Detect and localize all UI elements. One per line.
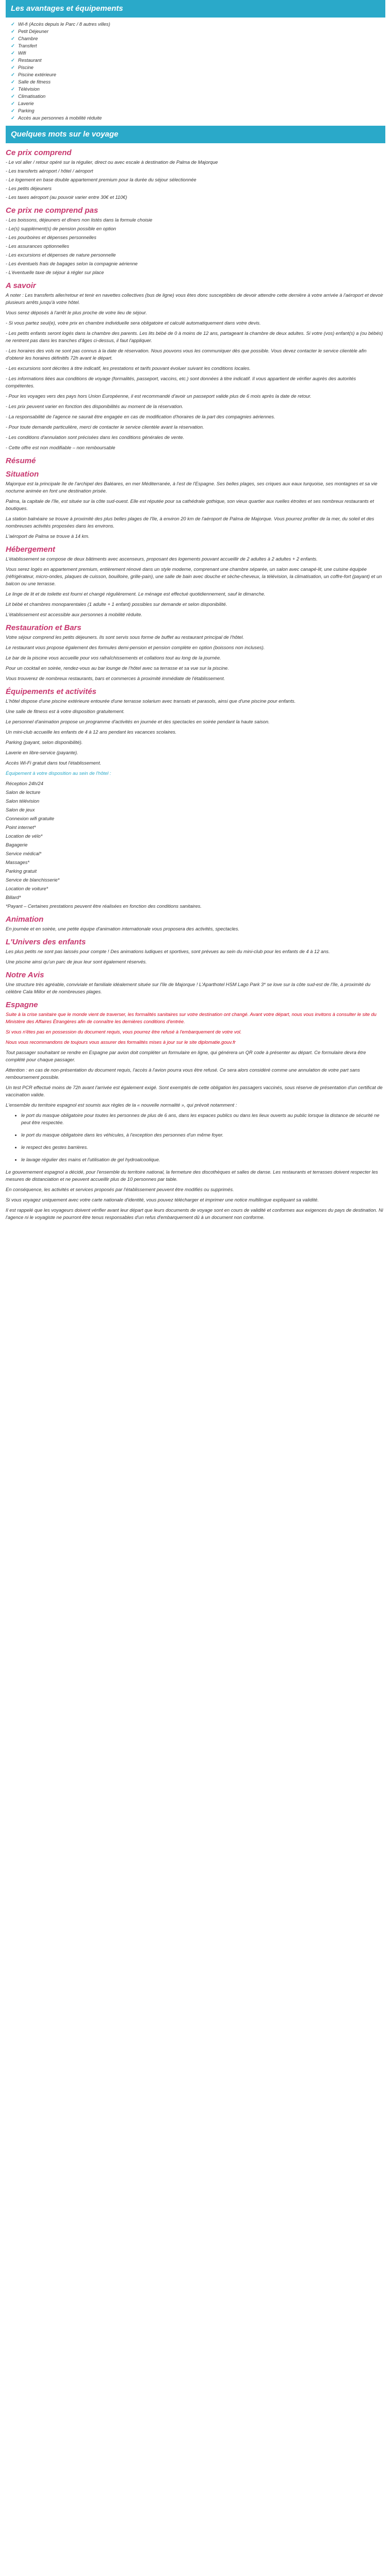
excluded-item: - L'éventuelle taxe de séjour à régler sur place xyxy=(6,270,104,275)
situation-heading: Situation xyxy=(6,470,39,479)
service-item: Salon télévision xyxy=(6,799,40,804)
rules-list xyxy=(16,1112,385,1163)
spain-paragraph: Tout passager souhaitant se rendre en Espagne par avion doit compléter un formulaire en ligne, qui générera un QR code à présenter au départ. Ce formulaire devra être complété pour chaque passager. xyxy=(6,1050,366,1062)
closing-paragraph: En conséquence, les activités et services proposés par l'établissement peuvent être modifiés ou supprimés. xyxy=(6,1187,234,1192)
services-list xyxy=(6,780,385,910)
universe-heading: L'Univers des enfants xyxy=(6,938,86,946)
excluded-item: - Les assurances optionnelles xyxy=(6,244,69,249)
notavis-paragraph: Une structure très agréable, conviviale et familiale idéalement située sur l'île de Majorque ! L'Aparthotel HSM Lago Park 3* se love sur la côte sud-est de l'île, à proximité du célèbre Cala Millor et de nombreuses plages. xyxy=(6,982,371,994)
rule-item: • le respect des gestes barrières. xyxy=(21,1144,385,1151)
amenity-item: ✓ Accès aux personnes à mobilité réduite xyxy=(11,114,385,122)
excluded-item: - Les pourboires et dépenses personnelles xyxy=(6,235,96,240)
restaurant-heading: Restauration et Bars xyxy=(6,623,82,632)
know-paragraph: - Cette offre est non modifiable – non remboursable xyxy=(6,445,116,450)
amenity-item: ✓ Restaurant xyxy=(11,57,385,64)
excluded-item: - Le(s) supplément(s) de pension possible en option xyxy=(6,226,116,231)
service-item: Service médical* xyxy=(6,851,42,856)
anim-heading: Animation xyxy=(6,915,44,924)
restaurant-paragraph: Pour un cocktail en soirée, rendez-vous au bar lounge de l'hôtel avec sa terrasse et sa vue sur la piscine. xyxy=(6,666,229,671)
rule-item: • le port du masque obligatoire pour toutes les personnes de plus de 6 ans, dans les espaces publics ou dans les lieux ouverts au public lorsque la distance de sécurité ne peut être respectée. xyxy=(21,1112,385,1126)
amenities-list xyxy=(11,21,385,122)
amenity-item: ✓ Transfert xyxy=(11,42,385,49)
equipment-paragraph: Un mini-club accueille les enfants de 4 à 12 ans pendant les vacances scolaires. xyxy=(6,730,177,735)
spain-paragraph: Si vous n'êtes pas en possession du document requis, vous pourrez être refusé à l'embarquement de votre vol. xyxy=(6,1029,242,1035)
amenity-item: ✓ Laverie xyxy=(11,100,385,107)
equipment-paragraph: Laverie en libre-service (payante). xyxy=(6,750,78,755)
housing-paragraph: Le linge de lit et de toilette est fourni et changé régulièrement. Le ménage est effectué quotidiennement, sauf le dimanche. xyxy=(6,591,266,597)
amenity-item: ✓ Climatisation xyxy=(11,93,385,100)
know-paragraph: A noter : Les transferts aller/retour et tenir en navettes collectives (bus de ligne) vous êtes donc susceptibles de devoir attendre cette dernière à votre arrivée à l'aéroport et devoir plusieurs arrêts jusqu'à votre hôtel. xyxy=(6,293,383,305)
know-paragraph: - La responsabilité de l'agence ne saurait être engagée en cas de modification d'horaires de la part des compagnies aériennes. xyxy=(6,414,275,419)
know-paragraph: - Les conditions d'annulation sont précisées dans les conditions générales de vente. xyxy=(6,435,184,440)
spain-paragraph: Suite à la crise sanitaire que le monde vient de traverser, les formalités sanitaires sur votre destination ont changé. Avant votre départ, nous vous invitons à consulter le site du Ministère des Affaires Étrangères afin de connaître les dernières conditions d'entrée. xyxy=(6,1012,377,1024)
amenity-item: ✓ Piscine xyxy=(11,64,385,71)
situation-paragraph: Majorque est la principale île de l'archipel des Baléares, en mer Méditerranée, à l'est de l'Espagne. Ses belles plages, ses criques aux eaux turquoise, ses montagnes et sa vie nocturne animée en font une destination prisée. xyxy=(6,481,378,494)
rule-item: • le lavage régulier des mains et l'utilisation de gel hydroalcoolique. xyxy=(21,1156,385,1163)
housing-paragraph: L'établissement se compose de deux bâtiments avec ascenseurs, proposant des logements pouvant accueillir de 2 adultes à 2 adultes + 2 enfants. xyxy=(6,556,318,562)
amenities-banner: Les avantages et équipements xyxy=(6,0,385,18)
know-paragraph: - Les informations liées aux conditions de voyage (formalités, passeport, vaccins, etc.) sont données à titre indicatif. Il vous appartient de vérifier auprès des autorités compétentes. xyxy=(6,376,356,388)
know-paragraph: - Les horaires des vols ne sont pas connus à la date de réservation. Nous pouvons vous les communiquer dès que possible. Vous devez contacter le service clientèle afin d'obtenir les horaires définitifs 72h avant le départ. xyxy=(6,348,367,361)
service-item: Location de vélo* xyxy=(6,834,43,839)
equipment-paragraph: Parking (payant, selon disponibilité). xyxy=(6,740,83,745)
service-item: Billard* xyxy=(6,895,21,900)
equipment-paragraph: Accès Wi-Fi gratuit dans tout l'établissement. xyxy=(6,760,102,766)
know-paragraph: - Les excursions sont décrites à titre indicatif, les prestations et tarifs pouvant évoluer suivant les conditions locales. xyxy=(6,366,251,371)
amenity-item: ✓ Salle de fitness xyxy=(11,78,385,86)
included-heading: Ce prix comprend xyxy=(6,148,72,157)
spain-paragraph: L'ensemble du territoire espagnol est soumis aux règles de la « nouvelle normalité », qui prévoit notamment : xyxy=(6,1103,237,1108)
service-item: Point internet* xyxy=(6,825,36,830)
amenity-item: ✓ Télévision xyxy=(11,86,385,93)
restaurant-paragraph: Le bar de la piscine vous accueille pour vos rafraîchissements et collations tout au long de la journée. xyxy=(6,655,221,660)
amenity-item: ✓ Wifi xyxy=(11,49,385,57)
spain-paragraph: Nous vous recommandons de toujours vous assurer des formalités mises à jour sur le site diplomatie.gouv.fr xyxy=(6,1040,236,1045)
housing-paragraph: L'établissement est accessible aux personnes à mobilité réduite. xyxy=(6,612,142,617)
know-heading: A savoir xyxy=(6,281,36,290)
notavis-heading: Notre Avis xyxy=(6,971,44,979)
included-item: - Le logement en base double appartement premium pour la durée du séjour sélectionnée xyxy=(6,177,197,182)
equipment-paragraph: L'hôtel dispose d'une piscine extérieure entourée d'une terrasse solarium avec transats et parasols, ainsi que d'une piscine pour enfants. xyxy=(6,699,296,704)
included-item: - Les taxes aéroport (au pouvoir varier entre 30€ et 110€) xyxy=(6,195,127,200)
restaurant-paragraph: Vous trouverez de nombreux restaurants, bars et commerces à proximité immédiate de l'établissement. xyxy=(6,676,225,681)
situation-paragraph: L'aéroport de Palma se trouve à 14 km. xyxy=(6,534,90,539)
equipment-heading: Équipements et activités xyxy=(6,687,96,696)
amenity-item: ✓ Wi-fi (Accès depuis le Parc / 8 autres villes) xyxy=(11,21,385,28)
included-item: - Les transferts aéroport / hôtel / aéroport xyxy=(6,168,93,174)
excluded-list xyxy=(6,216,385,276)
amenity-item: ✓ Piscine extérieure xyxy=(11,71,385,78)
service-item: Salon de jeux xyxy=(6,807,35,812)
amenity-item: ✓ Chambre xyxy=(11,35,385,42)
situation-paragraph: La station balnéaire se trouve à proximité des plus belles plages de l'île, à environ 20 km de l'aéroport de Palma de Majorque. Vous pourrez profiter de la mer, du soleil et des nombreuses activités proposées dans les environs. xyxy=(6,516,374,529)
housing-paragraph: Lit bébé et chambres monoparentales (1 adulte + 1 enfant) possibles sur demande et selon disponibilité. xyxy=(6,602,227,607)
housing-paragraph: Vous serez logés en appartement premium, entièrement rénové dans un style moderne, comprenant une chambre séparée, un salon avec canapé-lit, une cuisine équipée (réfrigérateur, micro-ondes, plaques de cuisson, bouilloire, grille-pain), une salle de bain avec douche et sèche-cheveux, la télévision, la climatisation, un coffre-fort (payant) et un balcon ou une terrasse. xyxy=(6,567,382,586)
know-block xyxy=(6,292,385,451)
excluded-item: - Les éventuels frais de bagages selon la compagnie aérienne xyxy=(6,261,138,266)
service-item: Location de voiture* xyxy=(6,886,48,891)
closing-paragraph: Le gouvernement espagnol a décidé, pour l'ensemble du territoire national, la fermeture des discothèques et salles de danse. Les restaurants et terrasses doivent respecter les mesures de distanciation et ne peuvent accueillir plus de 10 personnes par table. xyxy=(6,1170,378,1182)
know-paragraph: - Pour les voyages vers des pays hors Union Européenne, il est recommandé d'avoir un passeport valide plus de 6 mois après la date de retour. xyxy=(6,394,312,399)
spain-heading: Espagne xyxy=(6,1001,38,1009)
details-banner: Quelques mots sur le voyage xyxy=(6,126,385,143)
closing-paragraph: Si vous voyagez uniquement avec votre carte nationale d'identité, vous pouvez télécharger et imprimer une notice multilingue expliquant sa validité. xyxy=(6,1197,319,1202)
service-footnote: *Payant – Certaines prestations peuvent être réalisées en fonction des conditions sanitaires. xyxy=(6,904,202,909)
service-item: Service de blanchisserie* xyxy=(6,877,60,883)
know-paragraph: - Les petits enfants seront logés dans la chambre des parents. Les lits bébé de 0 à moins de 12 ans, partageant la chambre de deux adultes. Si votre (vos) enfant(s) a (ou bébés) ne rentrent pas dans les tranches d'âges ci-dessus, il faut l'appliquer. xyxy=(6,331,383,343)
service-item: Parking gratuit xyxy=(6,869,37,874)
excluded-item: - Les excursions et dépenses de nature personnelle xyxy=(6,252,116,258)
know-paragraph: - Si vous partez seul(e), votre prix en chambre individuelle sera obligatoire et calculé automatiquement dans votre devis. xyxy=(6,320,261,326)
equipment-paragraph: Le personnel d'animation propose un programme d'activités en journée et des spectacles en soirée pendant la haute saison. xyxy=(6,719,270,724)
excluded-item: - Les boissons, déjeuners et dîners non listés dans la formule choisie xyxy=(6,217,153,223)
restaurant-paragraph: Votre séjour comprend les petits déjeuners. Ils sont servis sous forme de buffet au restaurant principal de l'hôtel. xyxy=(6,635,244,640)
equipment-paragraph: Une salle de fitness est à votre disposition gratuitement. xyxy=(6,709,125,714)
rule-item: • le port du masque obligatoire dans les véhicules, à l'exception des personnes d'un même foyer. xyxy=(21,1131,385,1139)
housing-heading: Hébergement xyxy=(6,545,55,554)
service-item: Massages* xyxy=(6,860,29,865)
services-heading: Équipement à votre disposition au sein de l'hôtel : xyxy=(6,771,111,776)
amenity-item: ✓ Parking xyxy=(11,107,385,114)
universe-paragraph: Les plus petits ne sont pas laissés pour compte ! Des animations ludiques et sportives, sont prévues au sein du mini-club pour les enfants de 4 à 12 ans. xyxy=(6,949,330,954)
included-item: - Le vol aller / retour opéré sur la régulier, direct ou avec escale à destination de Palma de Majorque xyxy=(6,160,218,165)
closing-paragraph: Il est rappelé que les voyageurs doivent vérifier avant leur départ que leurs documents de voyage sont en cours de validité et conformes aux exigences du pays de destination. Ni l'agence ni le voyagiste ne pourront être tenus responsables d'un refus d'embarquement dû à un document non conforme. xyxy=(6,1208,383,1220)
situation-paragraph: Palma, la capitale de l'île, est située sur la côte sud-ouest. Elle est réputée pour sa cathédrale gothique, son vieux quartier aux ruelles étroites et ses nombreux restaurants et boutiques. xyxy=(6,499,374,511)
included-list xyxy=(6,159,385,201)
spain-paragraph: Attention : en cas de non-présentation du document requis, l'accès à l'avion pourra vous être refusé. Ce sera alors considéré comme une annulation de votre part sans remboursement possible. xyxy=(6,1067,360,1080)
service-item: Connexion wifi gratuite xyxy=(6,816,55,821)
service-item: Salon de lecture xyxy=(6,790,41,795)
anim-paragraph: En journée et en soirée, une petite équipe d'animation internationale vous proposera des activités, spectacles. xyxy=(6,926,239,931)
know-paragraph: Vous serez déposés à l'arrêt le plus proche de votre lieu de séjour. xyxy=(6,310,147,315)
summary-heading: Résumé xyxy=(6,456,36,465)
spain-paragraph: Un test PCR effectué moins de 72h avant l'arrivée est également exigé. Sont exemptés de cette obligation les passagers vaccinés, sous réserve de présentation d'un certificat de vaccination valide. xyxy=(6,1085,383,1097)
included-item: - Les petits déjeuners xyxy=(6,186,52,191)
restaurant-paragraph: Le restaurant vous propose également des formules demi-pension et pension complète en option (boissons non incluses). xyxy=(6,645,265,650)
excluded-heading: Ce prix ne comprend pas xyxy=(6,206,99,215)
know-paragraph: - Les prix peuvent varier en fonction des disponibilités au moment de la réservation. xyxy=(6,404,184,409)
service-item: Bagagerie xyxy=(6,842,28,848)
service-item: Réception 24h/24 xyxy=(6,781,43,786)
amenity-item: ✓ Petit Déjeuner xyxy=(11,28,385,35)
know-paragraph: - Pour toute demande particulière, merci de contacter le service clientèle avant la réservation. xyxy=(6,425,204,430)
universe-paragraph: Une piscine ainsi qu'un parc de jeux leur sont également réservés. xyxy=(6,959,147,964)
